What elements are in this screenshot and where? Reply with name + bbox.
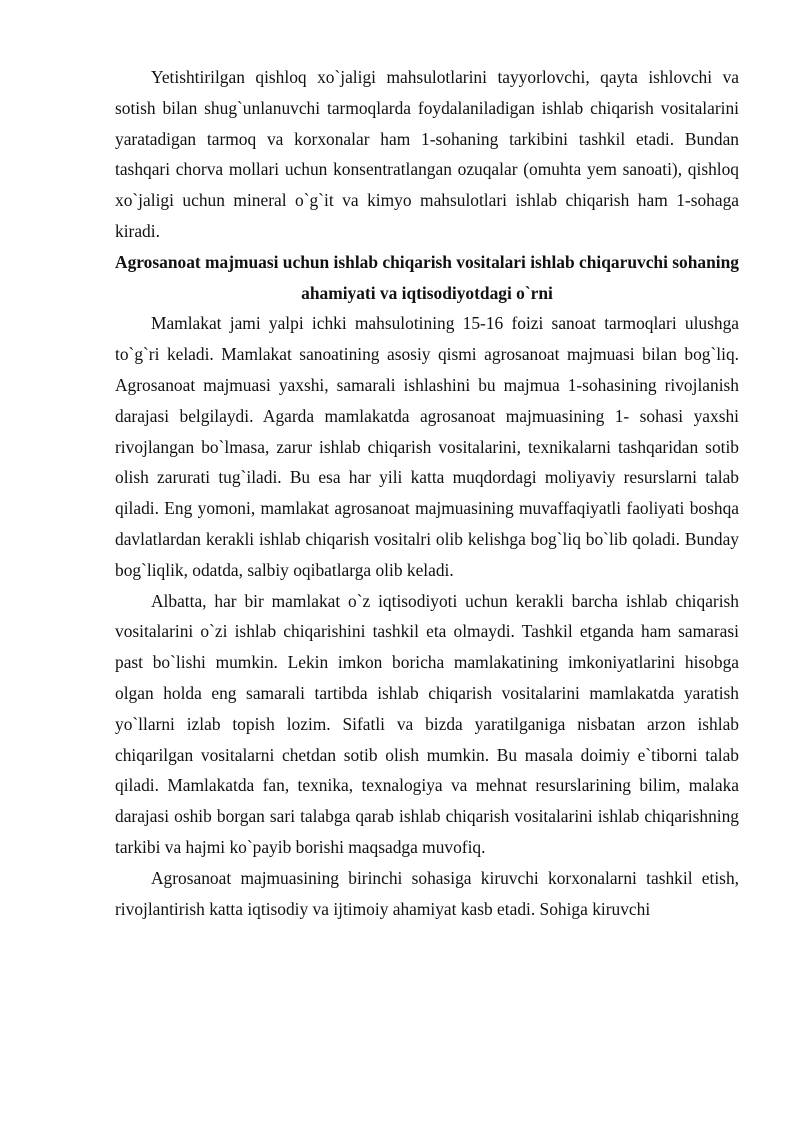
section-heading: Agrosanoat majmuasi uchun ishlab chiqarish vositalari ishlab chiqaruvchi sohaning ahamiyati va iqtisodiyotdagi o`rni (115, 251, 739, 303)
paragraph: Agrosanoat majmuasining birinchi sohasiga kiruvchi korxonalarni tashkil etish, rivojlantirish katta iqtisodiy va ijtimoiy ahamiyat kasb etadi. Sohiga kiruvchi (115, 867, 739, 919)
paragraph: Albatta, har bir mamlakat o`z iqtisodiyoti uchun kerakli barcha ishlab chiqarish vositalarini o`zi ishlab chiqarishini tashkil eta olmaydi. Tashkil etganda ham samarasi past bo`lishi mumkin. Lekin imkon boricha mamlakatining imkoniyatlarini hisobga olgan holda eng samarali tartibda ishlab chiqarish vositalarini mamlakatda yaratish yo`llarni izlab topish lozim. Sifatli va bizda yaratilganiga nisbatan arzon ishlab chiqarilgan vositalarni chetdan sotib olish mumkin. Bu masala doimiy e`tiborni talab qiladi. Mamlakatda fan, texnika, texnalogiya va mehnat resurslarining bilim, malaka darajasi oshib borgan sari talabga qarab ishlab chiqarish vositalarini ishlab chiqarishning tarkibi va hajmi ko`payib borishi maqsadga muvofiq. (115, 590, 739, 857)
document-page (115, 62, 739, 924)
paragraph: Mamlakat jami yalpi ichki mahsulotining 15-16 foizi sanoat tarmoqlari ulushga to`g`ri keladi. Mamlakat sanoatining asosiy qismi agrosanoat majmuasi bilan bog`liq. Agrosanoat majmuasi yaxshi, samarali ishlashini bu majmua 1-sohasining rivojlanish darajasi belgilaydi. Agarda mamlakatda agrosanoat majmuasining 1- sohasi yaxshi rivojlangan bo`lmasa, zarur ishlab chiqarish vositalarini, texnikalarni tashqaridan sotib olish zarurati tug`iladi. Bu esa har yili katta muqdordagi moliyaviy resurslarni talab qiladi. Eng yomoni, mamlakat agrosanoat majmuasining muvaffaqiyatli faoliyati boshqa davlatlardan kerakli ishlab chiqarish vositalri olib kelishga bog`liq bo`lib qoladi. Bunday bog`liqlik, odatda, salbiy oqibatlarga olib keladi. (115, 313, 739, 580)
paragraph: Yetishtirilgan qishloq xo`jaligi mahsulotlarini tayyorlovchi, qayta ishlovchi va sotish bilan shug`unlanuvchi tarmoqlarda foydalaniladigan ishlab chiqarish vositalarini yaratadigan tarmoq va korxonalar ham 1-sohaning tarkibini tashkil etadi. Bundan tashqari chorva mollari uchun konsentratlangan ozuqalar (omuhta yem sanoati), qishloq xo`jaligi uchun mineral o`g`it va kimyo mahsulotlari ishlab chiqarish ham 1-sohaga kiradi. (115, 67, 739, 241)
